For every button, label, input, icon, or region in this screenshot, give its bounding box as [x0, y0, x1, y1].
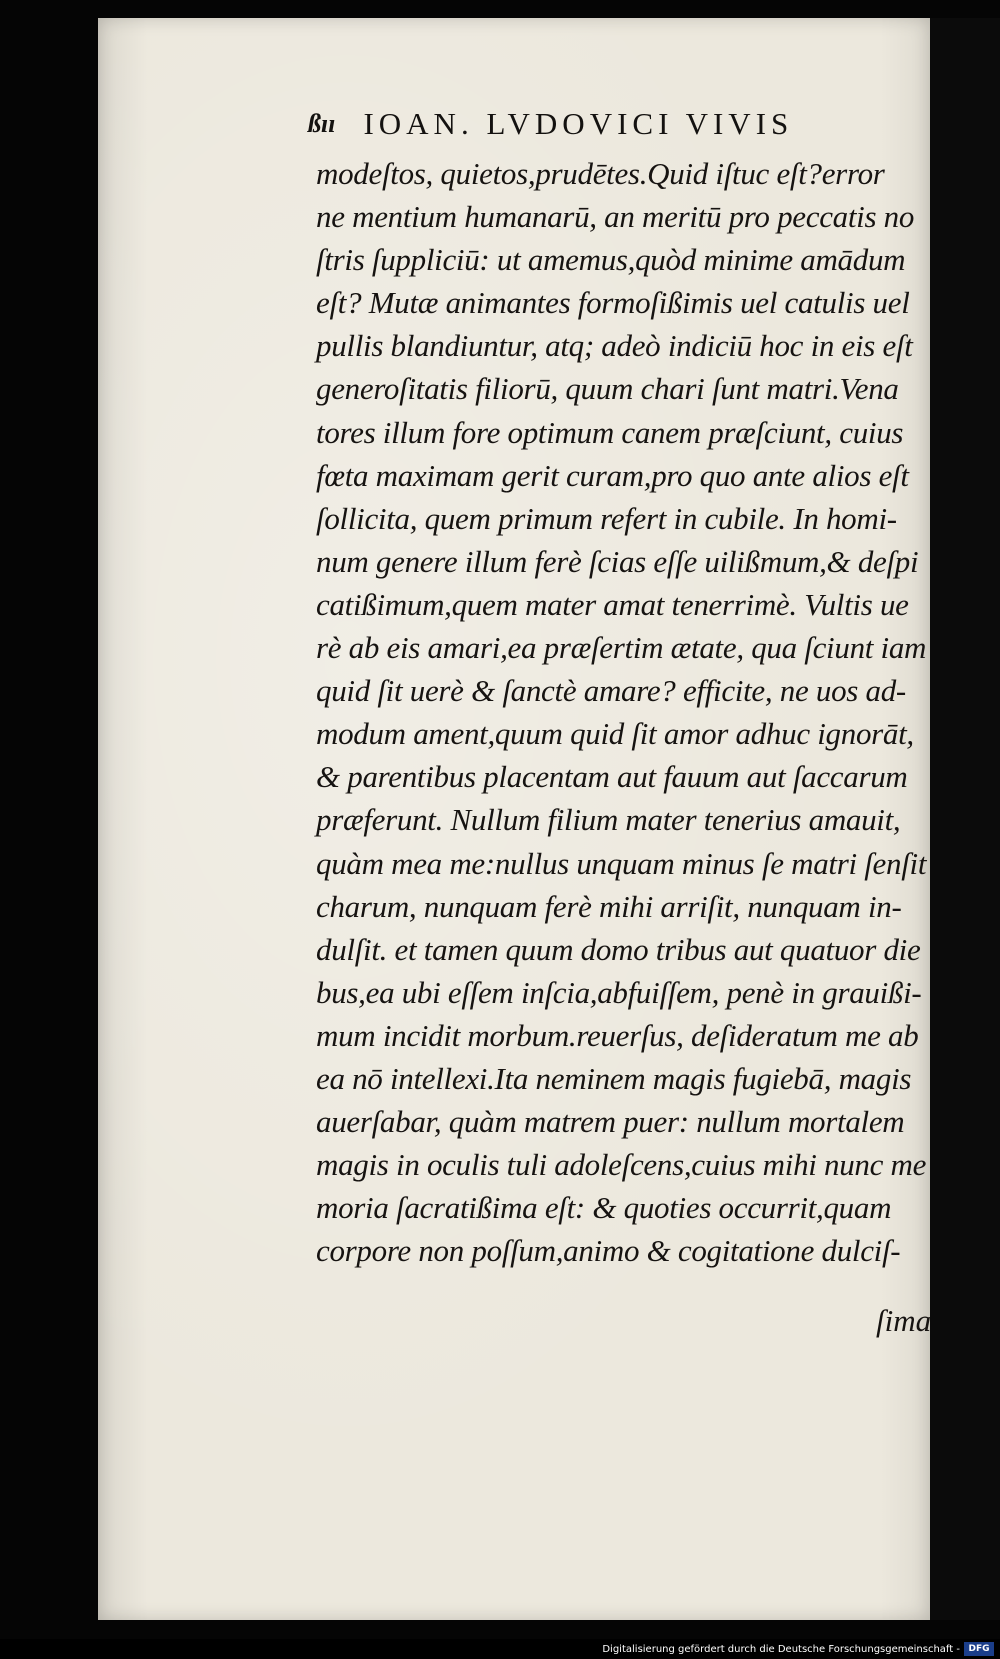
text-line: modeſtos, quietos,prudētes.Quid iſtuc eſt?error	[316, 156, 885, 191]
text-line: tores illum fore optimum canem præſciunt, cuius	[316, 414, 904, 450]
text-line: auerſabar, quàm matrem puer: nullum mortalem	[316, 1104, 905, 1140]
text-line: quàm mea me:nullus unquam minus ſe matri ſenſit	[316, 845, 927, 881]
body-text	[316, 152, 956, 1272]
folio-number: ßıı	[308, 109, 336, 138]
text-line: bus,ea ubi eſſem inſcia,abfuiſſem, penè in grauißi-	[316, 974, 922, 1010]
text-line: fœta maximam gerit curam,pro quo ante alios eſt	[316, 457, 909, 493]
text-line: rè ab eis amari,ea præſertim ætate, qua ſciunt iam	[316, 630, 927, 666]
text-line: modum ament,quum quid ſit amor adhuc ignorāt,	[316, 716, 914, 752]
text-line: mum incidit morbum.reuerſus, deſideratum me ab	[316, 1017, 919, 1053]
text-line: moria ſacratißima eſt: & quoties occurrit,quam	[316, 1190, 892, 1226]
text-line: pullis blandiuntur, atq; adeò indiciū hoc in eis eſt	[316, 328, 913, 364]
text-line: quid ſit uerè & ſanctè amare? efficite, ne uos ad-	[316, 673, 906, 709]
text-line: num genere illum ferè ſcias eſſe uilißmum,& deſpi	[316, 543, 919, 579]
text-line: generoſitatis filiorū, quum chari ſunt matri.Vena	[316, 371, 899, 407]
running-head-title: IOAN. LVDOVICI VIVIS	[363, 106, 794, 141]
footer-credit: Digitalisierung gefördert durch die Deutsche Forschungsgemeinschaft -	[602, 1643, 960, 1655]
dfg-logo-icon: DFG	[964, 1642, 994, 1656]
text-line: præferunt. Nullum filium mater tenerius amauit,	[316, 802, 901, 838]
text-line: catißimum,quem mater amat tenerrimè. Vultis ue	[316, 586, 909, 622]
text-line: magis in oculis tuli adoleſcens,cuius mihi nunc me	[316, 1147, 927, 1183]
text-line: charum, nunquam ferè mihi arriſit, nunquam in-	[316, 888, 902, 924]
catchword: ſima	[876, 1303, 932, 1338]
text-line: corpore non poſſum,animo & cogitatione dulciſ-	[316, 1233, 901, 1269]
text-line: ſollicita, quem primum refert in cubile. In homi-	[316, 500, 897, 536]
text-line: ea nō intellexi.Ita neminem magis fugiebā, magis	[316, 1060, 912, 1096]
text-line: eſt? Mutæ animantes formoſißimis uel catulis uel	[316, 285, 910, 321]
text-line: ne mentium humanarū, an meritū pro peccatis no	[316, 199, 915, 235]
text-line: & parentibus placentam aut fauum aut ſaccarum	[316, 759, 908, 795]
running-head	[308, 102, 908, 146]
digitization-footer	[0, 1639, 1000, 1659]
text-line: dulſit. et tamen quum domo tribus aut quatuor die	[316, 931, 921, 967]
text-line: ſtris ſuppliciū: ut amemus,quòd minime amādum	[316, 242, 906, 278]
